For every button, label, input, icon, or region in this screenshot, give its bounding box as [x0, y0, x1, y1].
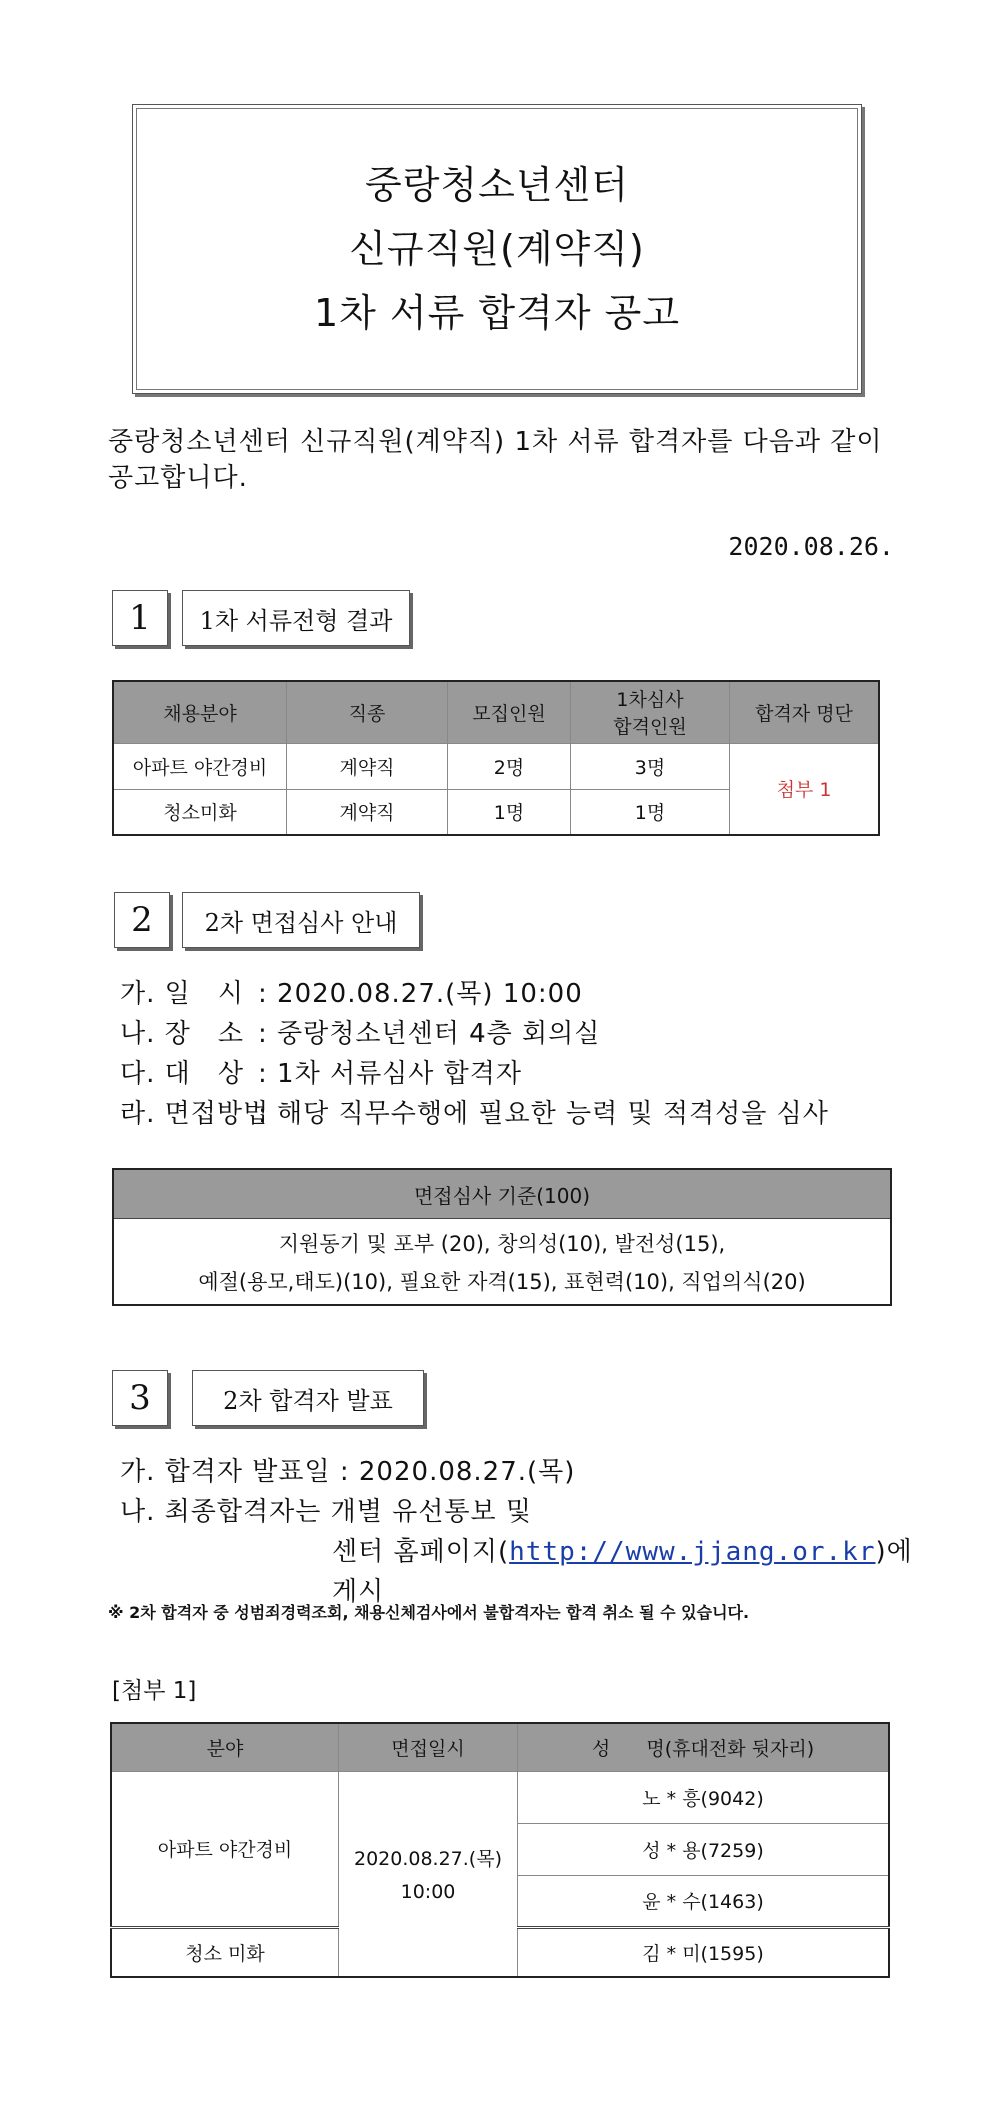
interview-info-list — [120, 974, 920, 1134]
announcement-date: 2020.08.26. — [728, 532, 894, 561]
section-3-number: 3 — [112, 1370, 168, 1426]
cell-field-1: 아파트 야간경비 — [111, 1771, 339, 1927]
cell-passed: 3명 — [571, 743, 730, 789]
result-announcement-list — [120, 1452, 920, 1612]
col-header-recruit: 모집인원 — [448, 681, 571, 743]
criteria-box — [112, 1168, 892, 1306]
col-header-type: 직종 — [287, 681, 448, 743]
table-row — [113, 743, 879, 789]
cell-datetime: 2020.08.27.(목) 10:00 — [339, 1771, 518, 1977]
col-header-passed: 1차심사 합격인원 — [571, 681, 730, 743]
list-item: 가. 합격자 발표일 : 2020.08.27.(목) — [120, 1457, 576, 1487]
cell-recruit: 2명 — [448, 743, 571, 789]
list-item: 라. 면접방법 : 해당 직무수행에 필요한 능력 및 적격성을 심사 — [120, 1099, 829, 1129]
section-1-number: 1 — [112, 590, 168, 646]
cell-name: 성 * 용(7259) — [518, 1823, 890, 1875]
criteria-line-1: 지원동기 및 포부 (20), 창의성(10), 발전성(15), — [278, 1232, 726, 1256]
list-item: 나. 장 소 : 중랑청소년센터 4층 회의실 — [120, 1019, 601, 1049]
section-1-title: 1차 서류전형 결과 — [182, 590, 410, 646]
cell-type: 계약직 — [287, 789, 448, 835]
section-2-title: 2차 면접심사 안내 — [182, 892, 420, 948]
list-item: 가. 일 시 : 2020.08.27.(목) 10:00 — [120, 979, 583, 1009]
col-header-name: 성 명(휴대전화 뒷자리) — [518, 1723, 890, 1771]
criteria-line-2: 예절(용모,태도)(10), 필요한 자격(15), 표현력(10), 직업의식(20) — [198, 1270, 806, 1294]
attachment-table — [110, 1722, 890, 1978]
cell-field: 아파트 야간경비 — [113, 743, 287, 789]
list-item: 다. 대 상 : 1차 서류심사 합격자 — [120, 1059, 523, 1089]
cell-field: 청소미화 — [113, 789, 287, 835]
section-2-number: 2 — [114, 892, 170, 948]
intro-text: 중랑청소년센터 신규직원(계약직) 1차 서류 합격자를 다음과 같이 공고합니다. — [108, 427, 883, 493]
title-line-2: 신규직원(계약직) — [349, 227, 645, 271]
col-header-list: 합격자 명단 — [730, 681, 880, 743]
table-row — [111, 1771, 889, 1823]
cell-attachment-ref: 첨부 1 — [730, 743, 880, 835]
cell-passed: 1명 — [571, 789, 730, 835]
col-header-field: 채용분야 — [113, 681, 287, 743]
cell-name: 김 * 미(1595) — [518, 1927, 890, 1977]
title-line-1: 중랑청소년센터 — [365, 163, 629, 207]
cell-name: 윤 * 수(1463) — [518, 1875, 890, 1927]
col-header-field: 분야 — [111, 1723, 339, 1771]
criteria-header: 면접심사 기준(100) — [114, 1170, 890, 1219]
cell-field-2: 청소 미화 — [111, 1927, 339, 1977]
disclaimer-note: ※ 2차 합격자 중 성범죄경력조회, 채용신체검사에서 불합격자는 합격 취소 될 수 있습니다. — [108, 1603, 750, 1622]
result-table — [112, 680, 880, 836]
cell-recruit: 1명 — [448, 789, 571, 835]
homepage-link[interactable]: http://www.jjang.or.kr — [509, 1537, 876, 1567]
col-header-datetime: 면접일시 — [339, 1723, 518, 1771]
cell-name: 노 * 흥(9042) — [518, 1771, 890, 1823]
list-item: 나. 최종합격자는 개별 유선통보 및 — [120, 1497, 532, 1527]
attachment-label: [첨부 1] — [112, 1678, 197, 1704]
cell-type: 계약직 — [287, 743, 448, 789]
list-item: 센터 홈페이지(http://www.jjang.or.kr)에 게시 — [332, 1537, 913, 1607]
title-box — [132, 104, 862, 394]
title-line-3: 1차 서류 합격자 공고 — [313, 291, 681, 335]
section-3-title: 2차 합격자 발표 — [192, 1370, 424, 1426]
